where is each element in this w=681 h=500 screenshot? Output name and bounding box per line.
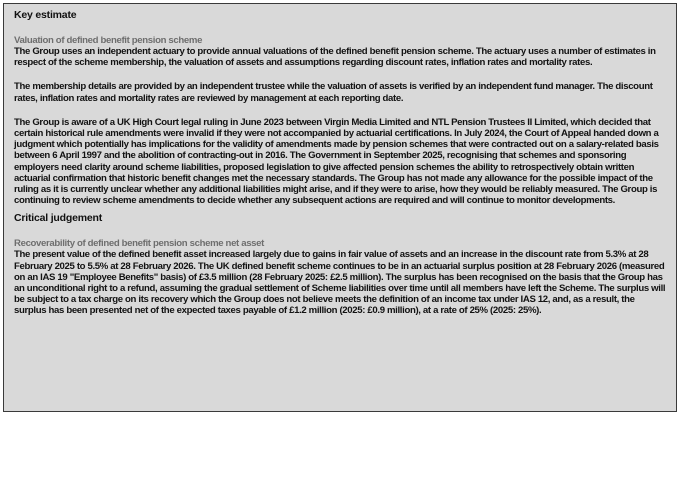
critical-judgement-paragraph: The present value of the defined benefit asset increased largely due to gains in fair value of assets and an increase in the discount rate from 5.3% at 28 February 2025 to 5.5% at 28 February 2026. The UK defined benefit scheme continues to be in an actuarial surplus position at 28 February 2026 (measured on an IAS 19 "Employee Benefits" basis) of £3.5 million (28 February 2025: £2.5 million). The surplus has been recognised on the basis that the Group has an unconditional right to a refund, assuming the gradual settlement of Scheme liabilities over time until all members have left the Scheme. The surplus will be subject to a tax charge on its recovery which the Group does not believe meets the definition of an income tax under IAS 12, and, as a result, the surplus has been presented net of the expected taxes payable of £1.2 million (2025: £0.9 million), at a rate of 25% (2025: 25%). (14, 249, 666, 317)
key-estimate-paragraph-1: The Group uses an independent actuary to provide annual valuations of the defined benefit pension scheme. The actuary uses a number of estimates in respect of the scheme membership, the valuation of assets and assumptions regarding discount rates, inflation rates and mortality rates. (14, 46, 656, 69)
recoverability-subheading: Recoverability of defined benefit pension scheme net asset (14, 238, 264, 250)
key-estimate-heading: Key estimate (14, 9, 77, 21)
valuation-subheading: Valuation of defined benefit pension scheme (14, 35, 203, 46)
key-estimate-paragraph-2: The membership details are provided by an independent trustee while the valuation of assets is verified by an independent fund manager. The discount rates, inflation rates and mortality rates are reviewed by management at each reporting date. (14, 81, 653, 104)
critical-judgement-heading: Critical judgement (14, 212, 102, 225)
key-estimate-paragraph-3: The Group is aware of a UK High Court legal ruling in June 2023 between Virgin Media Limited and NTL Pension Trustees II Limited, which decided that certain historical rule amendments were invalid if they were not accompanied by actuarial certifications. In July 2024, the Court of Appeal handed down a judgment which potentially has implications for the validity of amendments made by pension schemes that were contracted out on a salary-related basis between 6 April 1997 and the abolition of contracting-out in 2016. The Government in September 2025, recognising that schemes and sponsoring employers need clarity around scheme liabilities, proposed legislation to give affected pension schemes the ability to retrospectively obtain written actuarial confirmation that historic benefit changes met the necessary standards. The Group has not made any allowance for the possible impact of the ruling as it is currently unclear whether any additional liabilities might arise, and if they were to arise, how they would be reliably measured. The Group is continuing to review scheme amendments to decide whether any subsequent actions are required and will continue to monitor developments. (14, 116, 659, 207)
accounting-note-panel (3, 3, 677, 412)
